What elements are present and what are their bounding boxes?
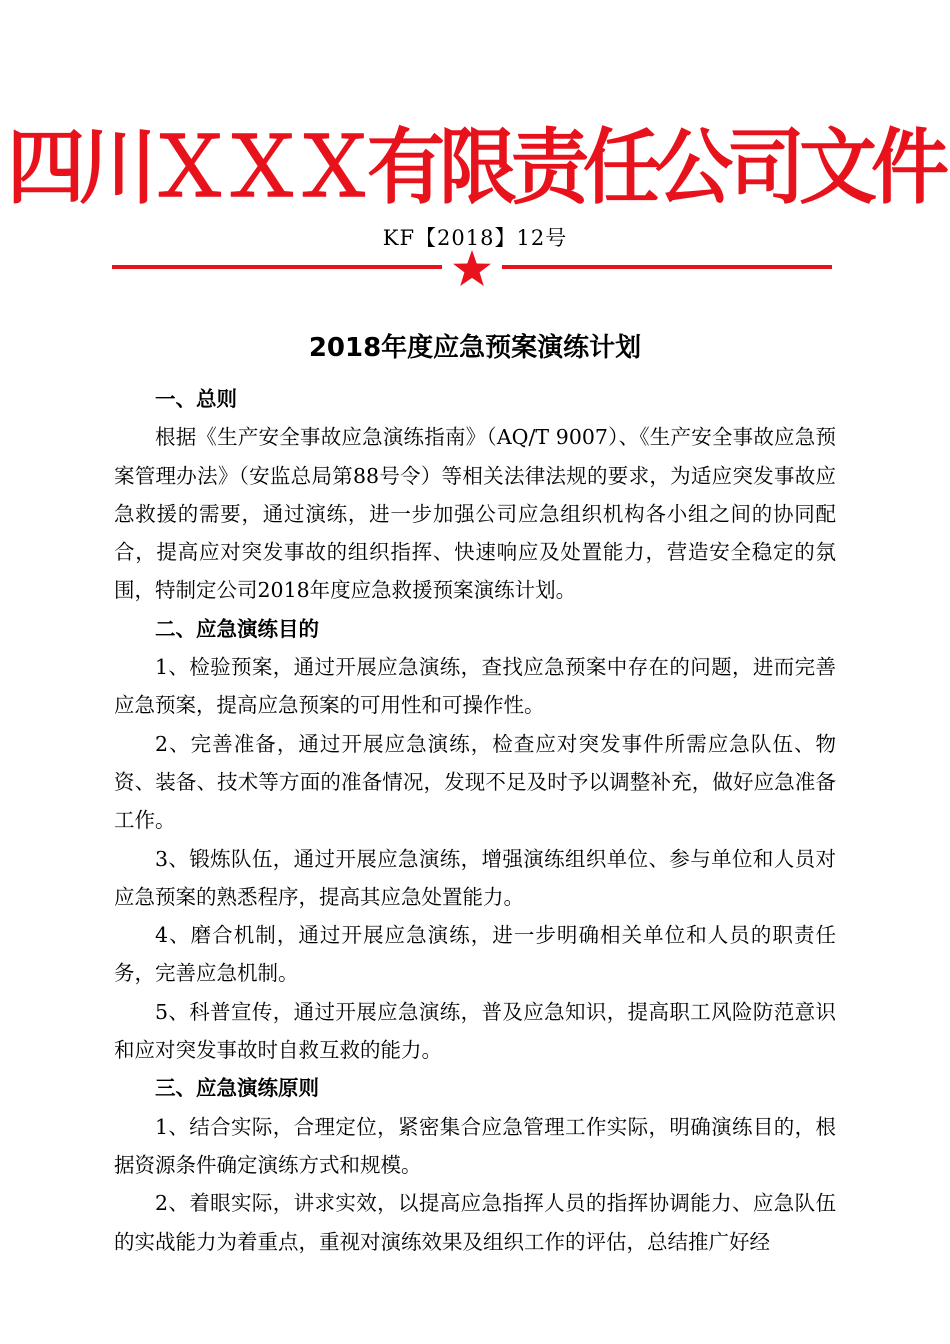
letterhead-title: 四川ＸＸＸ有限责任公司文件 [6, 120, 943, 216]
paragraph-general: 根据《生产安全事故应急演练指南》（AQ/T 9007）、《生产安全事故应急预案管理办法》（安监总局第88号令）等相关法律法规的要求，为适应突发事故应急救援的需要，通过演练，进一步加强公司应急组织机构各小组之间的协同配合，提高应对突发事故的组织指挥、快速响应及处置能力，营造安全稳定的氛围，特制定公司2018年度应急救援预案演练计划。 [114, 425, 836, 603]
principle-item: 1、结合实际，合理定位，紧密集合应急管理工作实际，明确演练目的，根据资源条件确定演练方式和规模。 [114, 1114, 836, 1177]
purpose-item: 4、磨合机制，通过开展应急演练，进一步明确相关单位和人员的职责任务，完善应急机制。 [114, 923, 836, 986]
purpose-item: 1、检验预案，通过开展应急演练，查找应急预案中存在的问题，进而完善应急预案，提高应急预案的可用性和可操作性。 [114, 655, 836, 718]
purpose-item: 3、锻炼队伍，通过开展应急演练，增强演练组织单位、参与单位和人员对应急预案的熟悉程序，提高其应急处置能力。 [114, 846, 836, 909]
principle-item: 2、着眼实际，讲求实效，以提高应急指挥人员的指挥协调能力、应急队伍的实战能力为着重点，重视对演练效果及组织工作的评估，总结推广好经 [114, 1191, 836, 1254]
document-number: KF【2018】12号 [382, 226, 568, 250]
document-title: 2018年度应急预案演练计划 [308, 333, 642, 363]
document-body [114, 380, 836, 1261]
divider-line-right [502, 265, 832, 269]
red-star-icon [447, 248, 497, 288]
section-heading-general: 一、总则 [155, 387, 237, 411]
purpose-item: 2、完善准备，通过开展应急演练，检查应对突发事件所需应急队伍、物资、装备、技术等方面的准备情况，发现不足及时予以调整补充，做好应急准备工作。 [114, 731, 836, 833]
section-heading-principles: 三、应急演练原则 [155, 1076, 319, 1101]
divider-line-left [112, 265, 442, 269]
section-heading-purpose: 二、应急演练目的 [155, 616, 319, 641]
purpose-item: 5、科普宣传，通过开展应急演练，普及应急知识，提高职工风险防范意识和应对突发事故时自救互救的能力。 [114, 999, 836, 1063]
red-divider [112, 248, 832, 288]
